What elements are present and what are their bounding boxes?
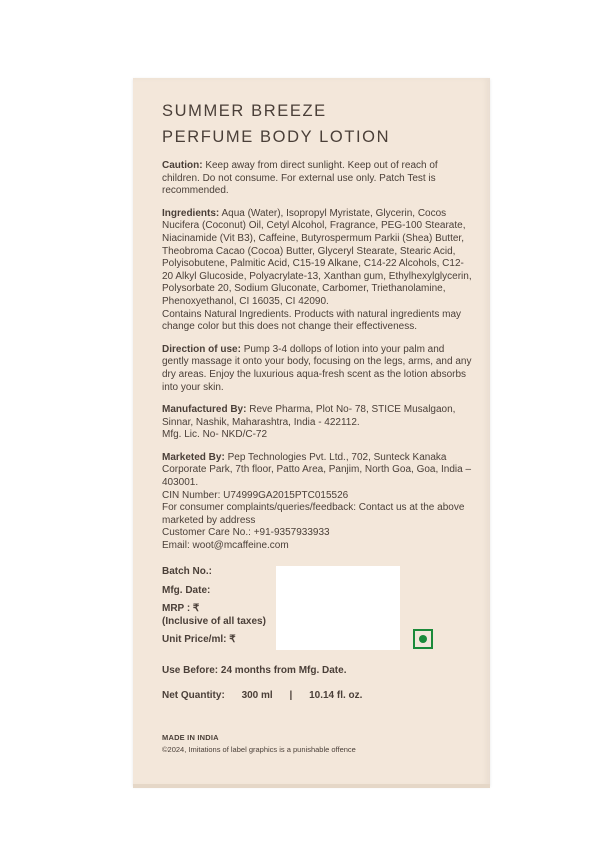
mrp-field: MRP : ₹ [162,603,200,615]
marketed-care: Customer Care No.: +91-9357933933 [162,527,330,539]
mfg-field: Mfg. Date: [162,584,211,596]
veg-mark-icon [413,629,433,649]
manufactured-label: Manufactured By: [162,404,247,416]
marketed-cin: CIN Number: U74999GA2015PTC015526 [162,489,349,501]
unit-price-field: Unit Price/ml: ₹ [162,634,236,646]
direction-section [162,344,472,394]
ingredients-note: Contains Natural Ingredients. Products with natural ingredients may change color but this does not change their effectiveness. [162,308,462,333]
marketed-email: Email: woot@mcaffeine.com [162,540,289,552]
ingredients-section [162,208,472,334]
direction-text: Pump 3-4 dollops of lotion into your palm and gently massage it onto your body, focusing on the legs, arms, and any dry areas. Enjoy the luxurious aqua-fresh scent as the lotion absorbs into your skin. [162,343,472,393]
product-title-line2: PERFUME BODY LOTION [162,128,391,146]
copyright-text: ©2024, Imitations of label graphics is a punishable offence [162,745,356,754]
net-quantity-ml: 300 ml [241,690,273,701]
batch-field: Batch No.: [162,566,212,577]
marketed-text: Pep Technologies Pvt. Ltd., 702, Sunteck Kanaka Corporate Park, 7th floor, Patto Area, Panjim, North Goa, Goa, India – 403001. [162,451,472,489]
net-quantity-oz: 10.14 fl. oz. [309,690,363,701]
direction-label: Direction of use: [162,343,241,355]
label-content [162,100,472,553]
manufactured-section [162,404,472,442]
caution-section [162,160,472,198]
made-in-india: MADE IN INDIA [162,733,219,742]
print-fields [162,566,282,647]
product-title-line1: SUMMER BREEZE [162,102,327,120]
caution-text: Keep away from direct sunlight. Keep out of reach of children. Do not consume. For external use only. Patch Test is recommended. [162,160,438,197]
mrp-note: (Inclusive of all taxes) [162,615,266,627]
caution-label: Caution: [162,160,203,171]
marketed-section [162,452,472,553]
manufactured-text: Reve Pharma, Plot No- 78, STICE Musalgaon, Sinnar, Nashik, Maharashtra, India - 422112. [162,404,456,428]
net-quantity-label: Net Quantity: [162,690,225,701]
ingredients-text: Aqua (Water), Isopropyl Myristate, Glycerin, Cocos Nucifera (Coconut) Oil, Cetyl Alcohol, Fragrance, PEG-100 Stearate, Niacinamide (Vit B3), Caffeine, Butyrospermum Parkii (Shea) Butter, Theobroma Cacao (Cocoa) Butter, Glyceryl Stearate, Stearic Acid, Polyisobutene, Palmitic Acid, C15-19 Alkane, C14-22 Alcohols, C12-20 Alkyl Glucoside, Polyacrylate-13, Xanthan gum, Ethylhexylglycerin, Polysorbate 20, Sodium Gluconate, Carbomer, Triethanolamine, Phenoxyethanol, CI 16035, CI 42090. [162,207,472,307]
marketed-complaints: For consumer complaints/queries/feedback: Contact us at the above marketed by address [162,502,465,526]
print-area-box [276,566,400,650]
ingredients-label: Ingredients: [162,207,220,219]
net-quantity [162,690,362,701]
net-quantity-separator: | [289,690,293,701]
manufactured-license: Mfg. Lic. No- NKD/C-72 [162,429,268,441]
use-before: Use Before: 24 months from Mfg. Date. [162,665,347,676]
box-bottom-edge [133,784,490,788]
marketed-label: Marketed By: [162,451,225,463]
